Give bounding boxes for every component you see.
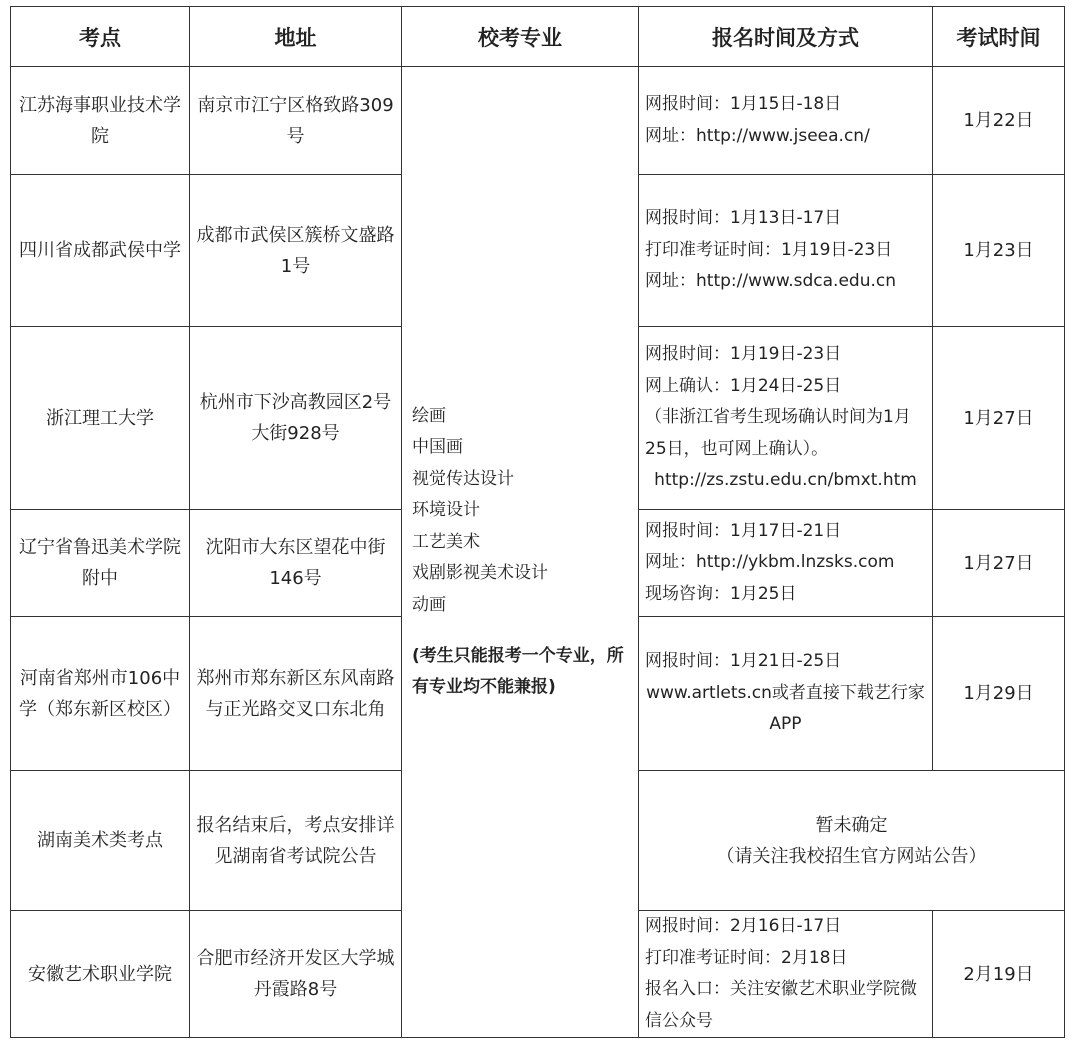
registration-line: 网报时间：1月21日-25日 bbox=[645, 651, 842, 672]
undetermined-text: 暂未确定 bbox=[815, 814, 888, 836]
registration-line: 网报时间：2月16日-17日 bbox=[645, 916, 842, 936]
exam-time-cell: 1月27日 bbox=[933, 510, 1065, 617]
registration-line: 网址：http://www.sdca.edu.cn bbox=[645, 271, 896, 292]
registration-line: 网址：http://ykbm.lnzsks.com bbox=[645, 552, 895, 573]
registration-line: 网报时间：1月15日-18日 bbox=[645, 94, 842, 114]
site-cell: 四川省成都武侯中学 bbox=[11, 175, 190, 327]
major-item: 工艺美术 bbox=[412, 531, 480, 552]
registration-cell bbox=[639, 510, 933, 617]
exam-time-cell: 1月29日 bbox=[933, 617, 1065, 771]
address-cell: 成都市武侯区簇桥文盛路1号 bbox=[190, 175, 402, 327]
address-cell: 南京市江宁区格致路309号 bbox=[190, 67, 402, 175]
registration-line: 网报时间：1月13日-17日 bbox=[645, 208, 842, 229]
registration-line: 打印准考证时间：1月19日-23日 bbox=[645, 239, 893, 260]
exam-time-cell: 1月22日 bbox=[933, 67, 1065, 175]
registration-line: www.artlets.cn或者直接下载艺行家APP bbox=[646, 682, 925, 735]
registration-line: （非浙江省考生现场确认时间为1月25日，也可网上确认）。 bbox=[645, 407, 911, 459]
site-cell: 湖南美术类考点 bbox=[11, 771, 190, 911]
address-cell: 沈阳市大东区望花中街146号 bbox=[190, 510, 402, 617]
major-item: 中国画 bbox=[412, 437, 463, 458]
header-row bbox=[11, 7, 1065, 67]
site-cell: 河南省郑州市106中学（郑东新区校区） bbox=[11, 617, 190, 771]
registration-line: 网报时间：1月19日-23日 bbox=[645, 344, 842, 365]
exam-time-cell: 1月27日 bbox=[933, 327, 1065, 510]
exam-time-cell: 1月23日 bbox=[933, 175, 1065, 327]
registration-cell bbox=[639, 175, 933, 327]
major-item: 绘画 bbox=[412, 405, 446, 426]
site-cell: 安徽艺术职业学院 bbox=[11, 911, 190, 1038]
registration-url[interactable]: http://zs.zstu.edu.cn/bmxt.htm bbox=[654, 470, 917, 491]
registration-cell bbox=[639, 327, 933, 510]
registration-line: 网报时间：1月17日-21日 bbox=[645, 520, 842, 541]
header-major: 校考专业 bbox=[402, 7, 639, 67]
major-item: 视觉传达设计 bbox=[412, 468, 514, 489]
site-cell: 辽宁省鲁迅美术学院附中 bbox=[11, 510, 190, 617]
site-cell: 江苏海事职业技术学院 bbox=[11, 67, 190, 175]
exam-time-cell: 2月19日 bbox=[933, 911, 1065, 1038]
major-item: 戏剧影视美术设计 bbox=[412, 563, 548, 584]
address-cell: 报名结束后，考点安排详见湖南省考试院公告 bbox=[190, 771, 402, 911]
major-note: (考生只能报考一个专业，所有专业均不能兼报) bbox=[412, 646, 624, 698]
address-cell: 郑州市郑东新区东风南路与正光路交叉口东北角 bbox=[190, 617, 402, 771]
header-site: 考点 bbox=[11, 7, 190, 67]
table-row bbox=[11, 67, 1065, 175]
exam-site-table bbox=[10, 6, 1065, 1038]
header-registration: 报名时间及方式 bbox=[639, 7, 933, 67]
registration-line: 现场咨询：1月25日 bbox=[645, 583, 797, 604]
major-item: 动画 bbox=[412, 594, 446, 615]
registration-cell bbox=[639, 617, 933, 771]
address-cell: 杭州市下沙高教园区2号大街928号 bbox=[190, 327, 402, 510]
registration-line: 打印准考证时间：2月18日 bbox=[645, 947, 848, 968]
registration-line: 网上确认：1月24日-25日 bbox=[645, 375, 842, 396]
registration-line: 报名入口：关注安徽艺术职业学院微信公众号 bbox=[645, 979, 917, 1031]
undetermined-note: （请关注我校招生官方网站公告） bbox=[716, 845, 987, 867]
major-item: 环境设计 bbox=[412, 500, 480, 521]
header-address: 地址 bbox=[190, 7, 402, 67]
site-cell: 浙江理工大学 bbox=[11, 327, 190, 510]
registration-cell bbox=[639, 911, 933, 1038]
registration-line: 网址：http://www.jseea.cn/ bbox=[645, 125, 870, 146]
major-cell bbox=[402, 67, 639, 1038]
header-exam-time: 考试时间 bbox=[933, 7, 1065, 67]
address-cell: 合肥市经济开发区大学城丹霞路8号 bbox=[190, 911, 402, 1038]
undetermined-cell bbox=[639, 771, 1065, 911]
registration-cell bbox=[639, 67, 933, 175]
